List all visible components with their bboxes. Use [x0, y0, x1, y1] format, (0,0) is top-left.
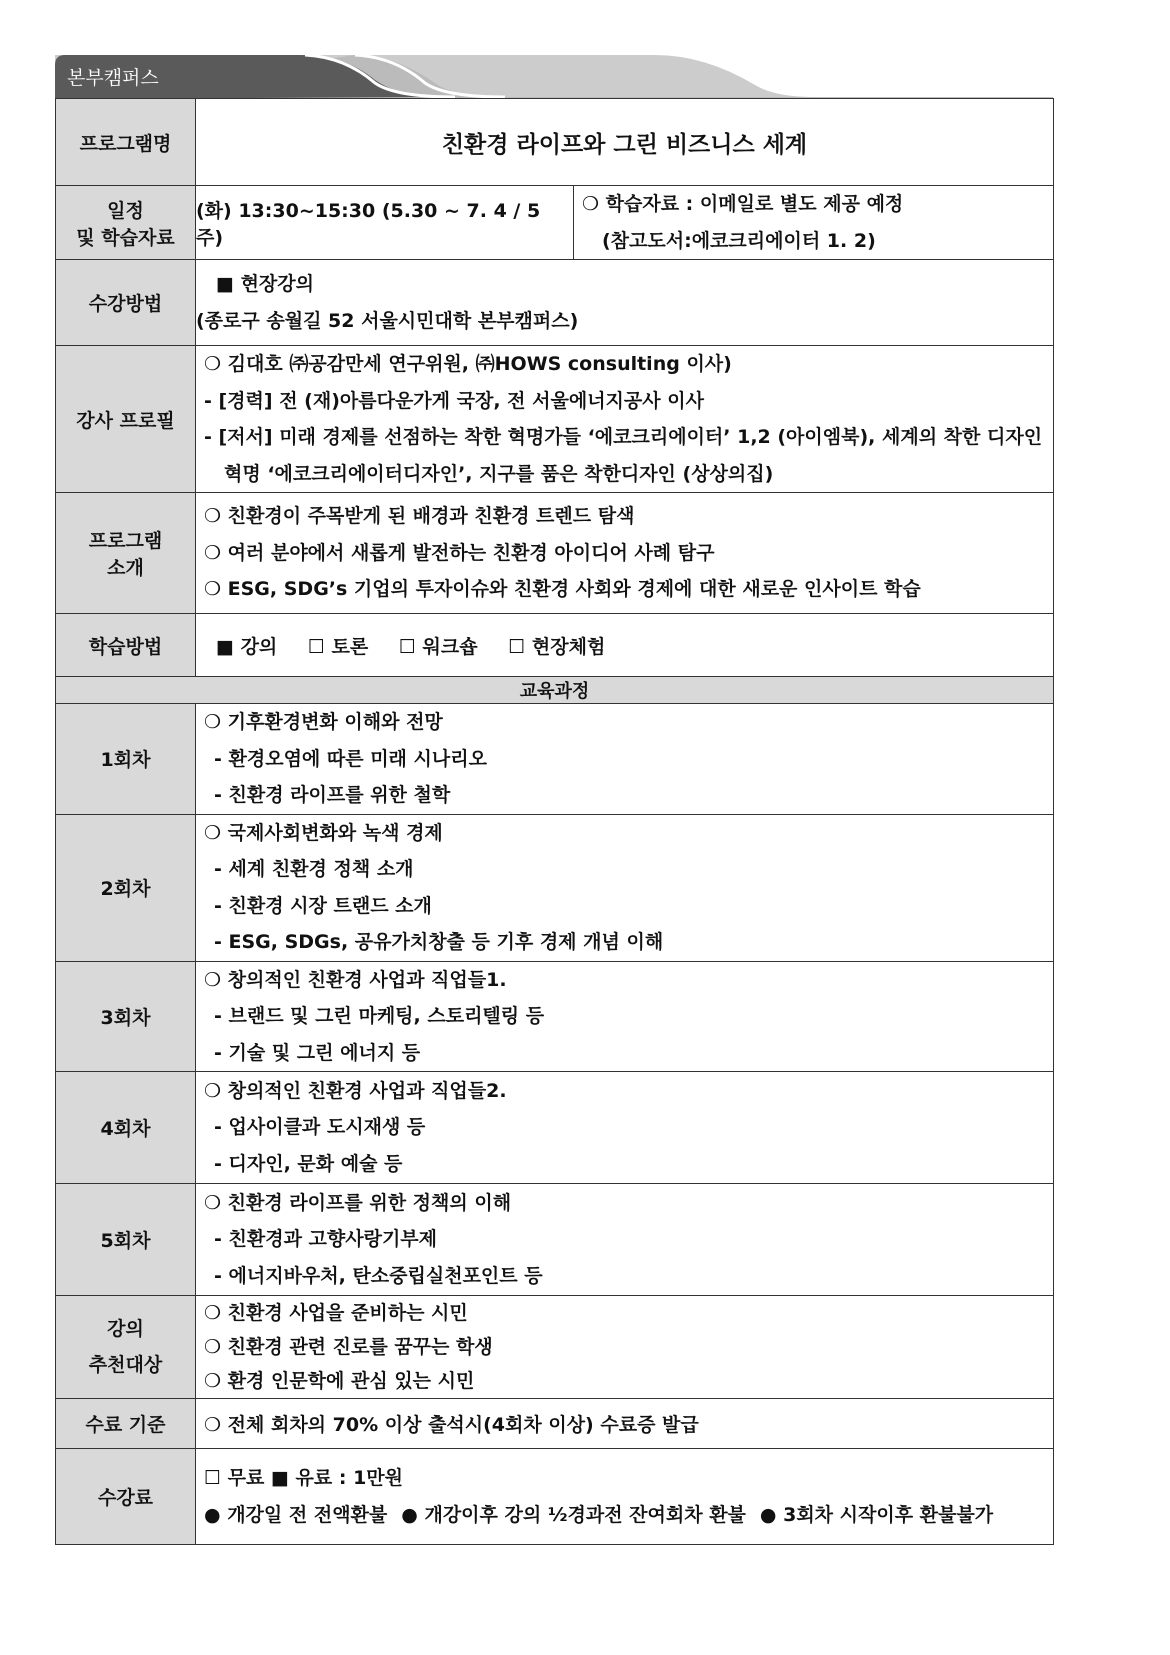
row-learning: [56, 614, 1054, 677]
instructor-line: - [저서] 미래 경제를 선점하는 착한 혁명가들 ‘에코크리에이터’ 1,2 (아이엠북), 세계의 착한 디자인: [204, 426, 1043, 448]
row-intro: [56, 493, 1054, 614]
session-line: - 세계 친환경 정책 소개: [214, 858, 414, 880]
header-tab: [55, 55, 1055, 99]
session-line: - ESG, SDGs, 공유가치창출 등 기후 경제 개념 이해: [214, 931, 664, 953]
row-instructor: [56, 346, 1054, 493]
session-row: [56, 961, 1054, 1072]
row-curriculum-title: [56, 677, 1054, 704]
program-table: [55, 98, 1054, 1545]
learning-option: ☐ 토론: [307, 635, 369, 658]
target-line: ❍ 친환경 사업을 준비하는 시민: [204, 1302, 468, 1324]
program-title: 친환경 라이프와 그린 비즈니스 세계: [196, 99, 1054, 186]
session-line: - 친환경 시장 트랜드 소개: [214, 894, 432, 917]
session-line: ❍ 기후환경변화 이해와 전망: [204, 711, 443, 733]
session-line: ❍ 국제사회변화와 녹색 경제: [204, 821, 443, 844]
label: 수강방법: [56, 260, 196, 346]
session-line: - 디자인, 문화 예술 등: [214, 1152, 403, 1175]
session-line: - 친환경 라이프를 위한 철학: [214, 784, 451, 806]
refund-policy: ● 개강일 전 전액환불: [204, 1503, 388, 1526]
label: 수료 기준: [56, 1399, 196, 1449]
refund-policy: ● 3회차 시작이후 환불불가: [759, 1503, 994, 1526]
learning-option: ☐ 워크숍: [398, 635, 478, 658]
refund-policy: ● 개강이후 강의 ½경과전 잔여회차 환불: [401, 1503, 746, 1526]
fee-type: ☐ 무료 ■ 유료 : 1만원: [204, 1467, 404, 1489]
curriculum-title: 교육과정: [56, 677, 1054, 704]
session-line: - 기술 및 그린 에너지 등: [214, 1041, 421, 1064]
label: 추천대상: [88, 1354, 163, 1376]
target-line: ❍ 친환경 관련 진로를 꿈꾸는 학생: [204, 1336, 493, 1358]
session-label: 4회차: [56, 1072, 196, 1184]
instructor-line: ❍ 김대호 ㈜공감만세 연구위원, ㈜HOWS consulting 이사): [204, 353, 732, 375]
target-line: ❍ 환경 인문학에 관심 있는 시민: [204, 1370, 475, 1392]
row-schedule: [56, 186, 1054, 260]
session-line: - 브랜드 및 그린 마케팅, 스토리텔링 등: [214, 1005, 545, 1027]
row-fee: [56, 1449, 1054, 1545]
instructor-line: - [경력] 전 (재)아름다운가게 국장, 전 서울에너지공사 이사: [204, 389, 704, 412]
header-tab-swoosh: [55, 55, 1055, 99]
row-method: [56, 260, 1054, 346]
intro-line: ❍ 여러 분야에서 새롭게 발전하는 친환경 아이디어 사례 탐구: [204, 541, 715, 564]
session-label: 5회차: [56, 1184, 196, 1296]
session-row: [56, 814, 1054, 961]
session-line: - 에너지바우처, 탄소중립실천포인트 등: [214, 1264, 543, 1287]
session-line: - 업사이클과 도시재생 등: [214, 1116, 426, 1139]
session-line: ❍ 창의적인 친환경 사업과 직업들1.: [204, 968, 507, 991]
instructor-line: 혁명 ‘에코크리에이터디자인’, 지구를 품은 착한디자인 (상상의집): [224, 462, 774, 485]
label: 프로그램: [88, 530, 163, 552]
intro-line: ❍ 친환경이 주목받게 된 배경과 친환경 트렌드 탐색: [204, 505, 635, 528]
intro-line: ❍ ESG, SDG’s 기업의 투자이슈와 친환경 사회와 경제에 대한 새로운 인사이트 학습: [204, 578, 921, 601]
label: 강의: [107, 1317, 144, 1340]
row-target: [56, 1296, 1054, 1399]
label: 일정: [107, 199, 144, 222]
row-program-name: [56, 99, 1054, 186]
materials: ❍ 학습자료 : 이메일로 별도 제공 예정: [582, 193, 904, 215]
header-tab-label: 본부캠퍼스: [67, 67, 159, 89]
session-line: - 친환경과 고향사랑기부제: [214, 1228, 438, 1251]
method-location: (종로구 송월길 52 서울시민대학 본부캠퍼스): [196, 309, 579, 332]
label: 강사 프로필: [56, 346, 196, 493]
label: 프로그램명: [56, 99, 196, 186]
session-line: ❍ 창의적인 친환경 사업과 직업들2.: [204, 1079, 507, 1102]
row-completion: [56, 1399, 1054, 1449]
session-label: 1회차: [56, 704, 196, 815]
learning-option: ☐ 현장체험: [508, 635, 606, 658]
session-line: ❍ 친환경 라이프를 위한 정책의 이해: [204, 1191, 512, 1214]
session-label: 2회차: [56, 814, 196, 961]
completion-value: ❍ 전체 회차의 70% 이상 출석시(4회차 이상) 수료증 발급: [196, 1399, 1054, 1449]
session-line: - 환경오염에 따른 미래 시나리오: [214, 747, 487, 770]
session-row: [56, 704, 1054, 815]
label: 소개: [107, 557, 144, 579]
label: 및 학습자료: [76, 226, 175, 249]
reference-book: (참고도서:에코크리에이터 1. 2): [602, 229, 876, 252]
schedule-value: (화) 13:30~15:30 (5.30 ~ 7. 4 / 5주): [196, 186, 574, 260]
session-label: 3회차: [56, 961, 196, 1072]
session-row: [56, 1072, 1054, 1184]
label: 학습방법: [56, 614, 196, 677]
label: 수강료: [56, 1449, 196, 1545]
learning-option: ■ 강의: [216, 635, 278, 658]
session-row: [56, 1184, 1054, 1296]
method-type: ■ 현장강의: [216, 273, 314, 295]
